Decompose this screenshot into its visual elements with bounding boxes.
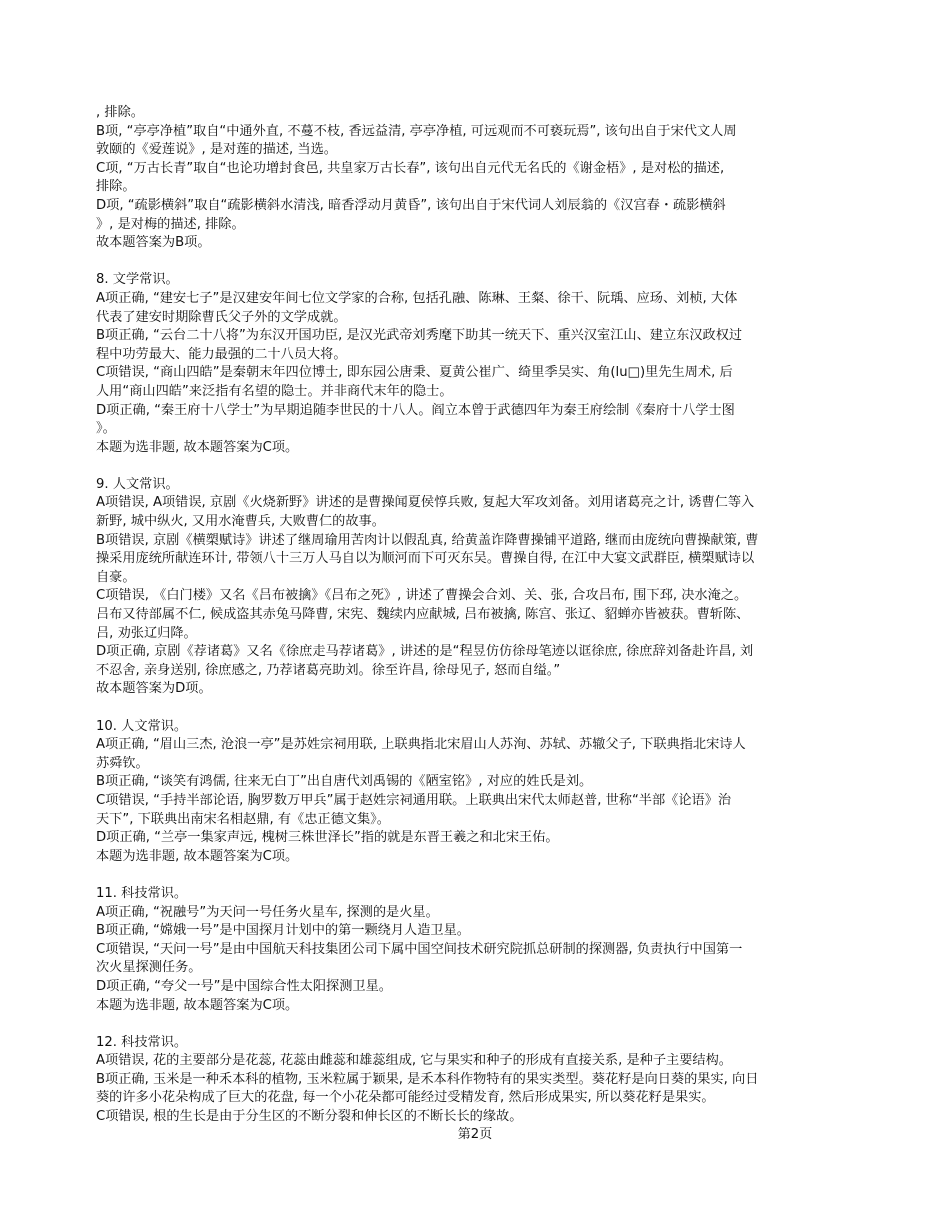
text-line: 10. 人文常识。 — [96, 718, 188, 734]
text-line: 》, 是对梅的描述, 排除。 — [96, 216, 245, 232]
text-line: B项正确, 玉米是一种禾本科的植物, 玉米粒属于颖果, 是禾本科作物特有的果实类型。葵花籽是向日葵的果实, 向日 — [96, 1071, 759, 1087]
text-line: C项错误, “手持半部论语, 胸罗数万甲兵”属于赵姓宗祠通用联。上联典出宋代太师赵普, 世称“半部《论语》治 — [96, 792, 732, 808]
text-line: D项正确, “兰亭一集家声远, 槐树三株世泽长”指的就是东晋王羲之和北宋王佑。 — [96, 830, 559, 846]
text-line: C项错误, “商山四皓”是秦朝末年四位博士, 即东园公唐秉、夏黄公崔广、绮里季吴实、角(lu□)里先生周术, 后 — [96, 365, 733, 381]
text-line: 代表了建安时期除曹氏父子外的文学成就。 — [96, 309, 347, 325]
text-line: D项正确, “秦王府十八学士”为早期追随李世民的十八人。阎立本曾于武德四年为秦王府绘制《秦府十八学士图 — [96, 402, 735, 418]
paragraph-spacer — [96, 699, 876, 718]
text-line: B项正确, “嫦娥一号”是中国探月计划中的第一颗绕月人造卫星。 — [96, 923, 470, 939]
text-line: 操采用庞统所献连环计, 带领八十三万人马自以为顺河而下可灭东吴。曹操自得, 在江中大宴文武群臣, 横槊赋诗以 — [96, 551, 755, 567]
text-line: 天下”, 下联典出南宋名相赵鼎, 有《忠正德文集》。 — [96, 811, 390, 827]
text-line: 故本题答案为D项。 — [96, 681, 212, 697]
text-line: 本题为选非题, 故本题答案为C项。 — [96, 439, 299, 455]
text-line: A项错误, 花的主要部分是花蕊, 花蕊由雌蕊和雄蕊组成, 它与果实和种子的形成有直接关系, 是种子主要结构。 — [96, 1053, 732, 1069]
paragraph-spacer — [96, 457, 876, 476]
text-line: 吕, 劝张辽归降。 — [96, 625, 197, 641]
text-line: B项错误, 京剧《横槊赋诗》讲述了继周瑜用苦肉计以假乱真, 给黄盖诈降曹操铺平道路, 继而由庞统向曹操献策, 曹 — [96, 532, 759, 548]
text-line: 12. 科技常识。 — [96, 1034, 188, 1050]
text-line: D项正确, “夸父一号”是中国综合性太阳探测卫星。 — [96, 978, 392, 994]
text-line: 程中功劳最大、能力最强的二十八员大将。 — [96, 346, 347, 362]
text-line: 本题为选非题, 故本题答案为C项。 — [96, 848, 299, 864]
text-line: 次火星探测任务。 — [96, 960, 202, 976]
text-line: 11. 科技常识。 — [96, 885, 188, 901]
text-line: 排除。 — [96, 179, 136, 195]
text-line: 》。 — [96, 421, 116, 437]
text-line: A项正确, “眉山三杰, 沧浪一亭”是苏姓宗祠用联, 上联典指北宋眉山人苏洵、苏轼、苏辙父子, 下联典指北宋诗人 — [96, 737, 746, 753]
paragraph-spacer — [96, 253, 876, 272]
text-line: C项错误, 《白门楼》又名《吕布被擒》《吕布之死》, 讲述了曹操会合刘、关、张, 合攻吕布, 围下邳, 决水淹之。 — [96, 588, 748, 604]
text-line: 故本题答案为B项。 — [96, 235, 211, 251]
paragraph-spacer — [96, 866, 876, 885]
text-line: B项正确, “谈笑有鸿儒, 往来无白丁”出自唐代刘禹锡的《陋室铭》, 对应的姓氏是刘。 — [96, 774, 593, 790]
text-line: B项, “亭亭净植”取自“中通外直, 不蔓不枝, 香远益清, 亭亭净植, 可远观而不可亵玩焉”, 该句出自于宋代文人周 — [96, 123, 737, 139]
text-line: C项错误, “天问一号”是由中国航天科技集团公司下属中国空间技术研究院抓总研制的探测器, 负责执行中国第一 — [96, 941, 743, 957]
text-line: 本题为选非题, 故本题答案为C项。 — [96, 997, 299, 1013]
text-line: 吕布又待部属不仁, 候成盗其赤兔马降曹, 宋宪、魏续内应献城, 吕布被擒, 陈宫、张辽、貂蝉亦皆被获。曹斩陈、 — [96, 607, 750, 623]
text-line: A项错误, A项错误, 京剧《火烧新野》讲述的是曹操闻夏侯惇兵败, 复起大军攻刘备。刘用诸葛亮之计, 诱曹仁等入 — [96, 495, 755, 511]
text-line: C项错误, 根的生长是由于分生区的不断分裂和伸长区的不断长长的缘故。 — [96, 1109, 523, 1125]
text-line: A项正确, “祝融号”为天问一号任务火星车, 探测的是火星。 — [96, 904, 439, 920]
text-line: 人用“商山四皓”来泛指有名望的隐士。并非商代末年的隐士。 — [96, 383, 453, 399]
text-line: D项正确, 京剧《荐诸葛》又名《徐庶走马荐诸葛》, 讲述的是“程昱仿仿徐母笔迹以诓徐庶, 徐庶辞刘备赴许昌, 刘 — [96, 644, 754, 660]
text-line: D项, “疏影横斜”取自“疏影横斜水清浅, 暗香浮动月黄昏”, 该句出自于宋代词人刘辰翁的《汉宫春・疏影横斜 — [96, 197, 726, 213]
text-line: C项, “万古长青”取自“也论功增封食邑, 共皇家万古长春”, 该句出自元代无名氏的《谢金梧》, 是对松的描述, — [96, 160, 725, 176]
text-line: 葵的许多小花朵构成了巨大的花盘, 每一个小花朵都可能经过受精发育, 然后形成果实, 所以葵花籽是果实。 — [96, 1090, 715, 1106]
paragraph-spacer — [96, 1015, 876, 1034]
text-line: 苏舜钦。 — [96, 755, 149, 771]
page-number: 第2页 — [457, 1127, 493, 1142]
text-line: 敦颐的《爱莲说》, 是对莲的描述, 当选。 — [96, 142, 337, 158]
text-line: 不忍舍, 亲身送别, 徐庶感之, 乃荐诸葛亮助刘。徐至许昌, 徐母见子, 怒而自缢。” — [96, 662, 561, 678]
text-line: A项正确, “建安七子”是汉建安年间七位文学家的合称, 包括孔融、陈琳、王粲、徐干、阮瑀、应玚、刘桢, 大体 — [96, 290, 738, 306]
text-line: B项正确, “云台二十八将”为东汉开国功臣, 是汉光武帝刘秀麾下助其一统天下、重兴汉室江山、建立东汉政权过 — [96, 328, 743, 344]
text-line: , 排除。 — [96, 105, 144, 120]
text-line: 新野, 城中纵火, 又用水淹曹兵, 大败曹仁的故事。 — [96, 514, 385, 530]
text-line: 9. 人文常识。 — [96, 476, 179, 492]
document-body — [96, 104, 876, 1127]
text-line: 8. 文学常识。 — [96, 272, 179, 288]
text-line: 自豪。 — [96, 569, 136, 585]
